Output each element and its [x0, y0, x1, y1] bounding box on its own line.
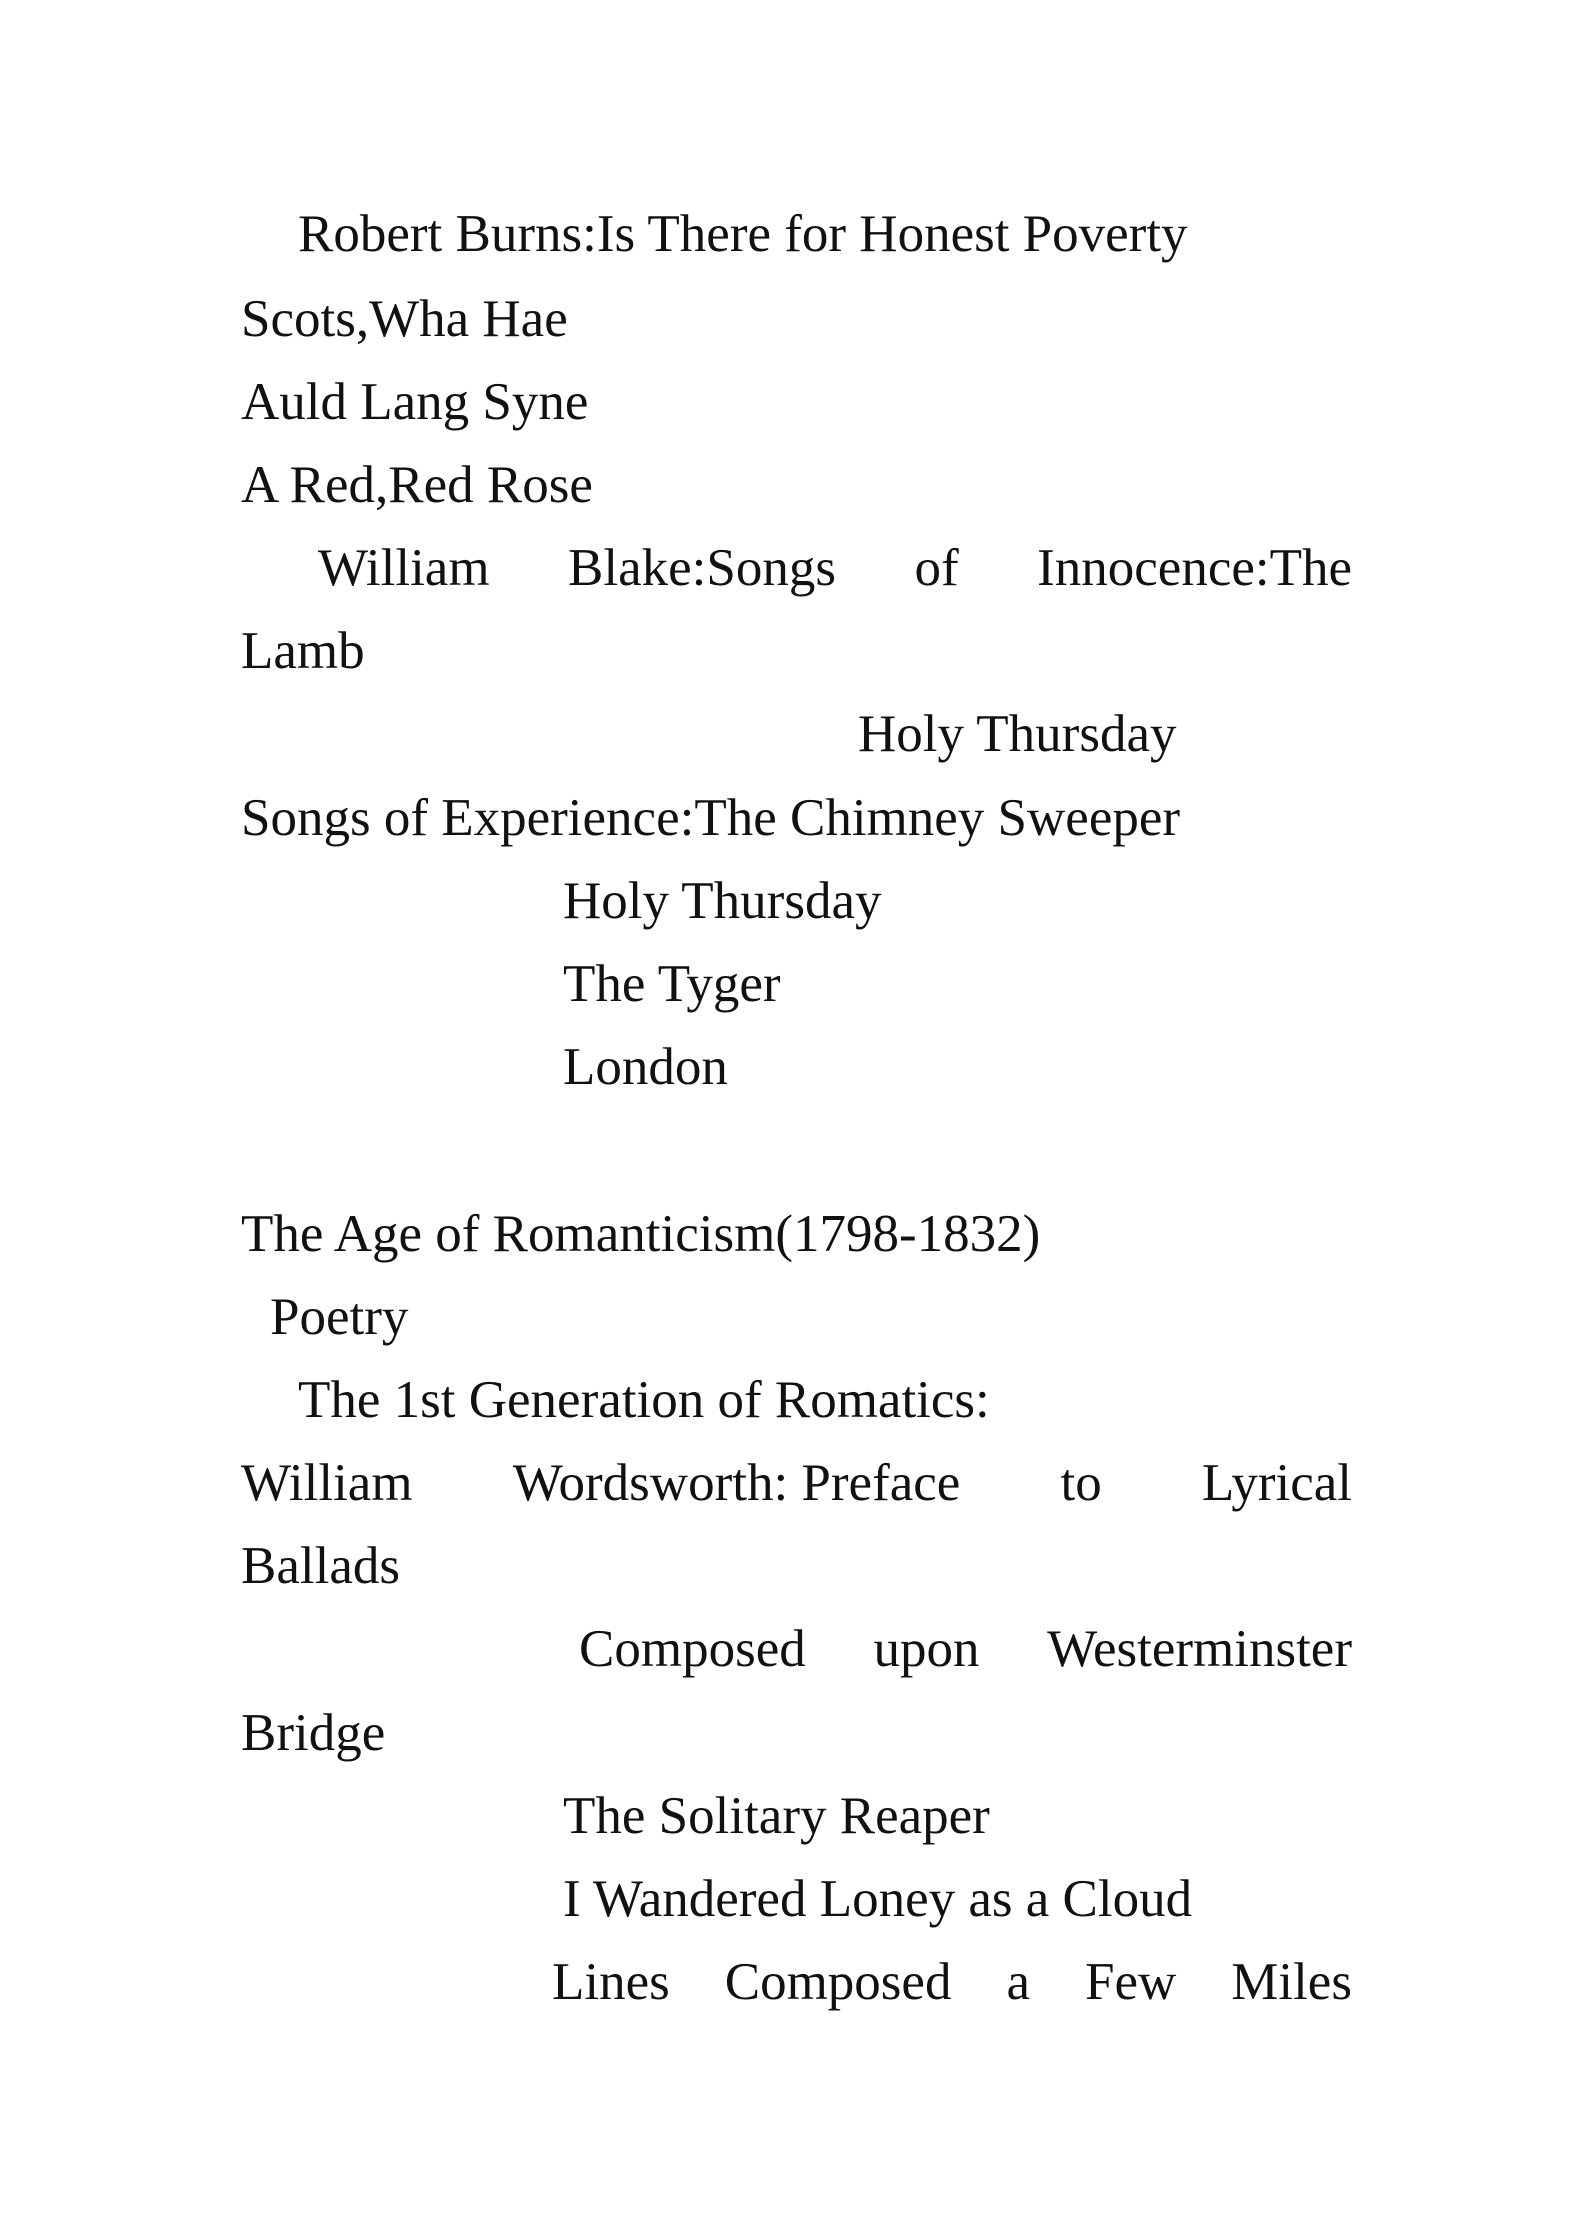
- text-line-justified: [241, 1454, 1352, 1512]
- text-line: Bridge: [241, 1704, 386, 1762]
- word: a: [1006, 1953, 1030, 2011]
- word: upon: [873, 1620, 980, 1678]
- word: Few: [1084, 1953, 1177, 2011]
- text-line: Songs of Experience:The Chimney Sweeper: [241, 789, 1181, 847]
- word: to: [1060, 1454, 1102, 1512]
- text-line: Holy Thursday: [858, 705, 1177, 763]
- text-line-justified: [579, 1620, 1352, 1678]
- word: Composed: [579, 1620, 806, 1678]
- text-line: Lamb: [241, 622, 365, 680]
- word: Innocence:The: [1037, 539, 1352, 597]
- text-line: A Red,Red Rose: [241, 456, 593, 514]
- word: Blake:Songs: [568, 539, 836, 597]
- word: Miles: [1231, 1953, 1352, 2011]
- text-line: London: [563, 1038, 728, 1096]
- text-line: Scots,Wha Hae: [241, 290, 568, 348]
- text-line: Ballads: [241, 1537, 400, 1595]
- word: Wordsworth: Preface: [512, 1454, 961, 1512]
- text-line: Auld Lang Syne: [241, 373, 589, 431]
- text-line-justified: [552, 1953, 1352, 2011]
- text-line: The Tyger: [563, 955, 781, 1013]
- word: William: [318, 539, 490, 597]
- section-heading: The Age of Romanticism(1798-1832): [241, 1205, 1041, 1263]
- word: William: [241, 1454, 413, 1512]
- word: Lyrical: [1201, 1454, 1352, 1512]
- text-line: Holy Thursday: [563, 872, 882, 930]
- word: Lines: [552, 1953, 670, 2011]
- text-line-justified: [318, 539, 1352, 597]
- text-line: The 1st Generation of Romatics:: [298, 1371, 990, 1429]
- text-line: Robert Burns:Is There for Honest Poverty: [298, 205, 1188, 263]
- word: Westerminster: [1047, 1620, 1352, 1678]
- text-line: I Wandered Loney as a Cloud: [563, 1870, 1193, 1928]
- subsection-heading: Poetry: [270, 1288, 409, 1346]
- text-line: The Solitary Reaper: [563, 1787, 990, 1845]
- word: of: [914, 539, 959, 597]
- word: Composed: [724, 1953, 952, 2011]
